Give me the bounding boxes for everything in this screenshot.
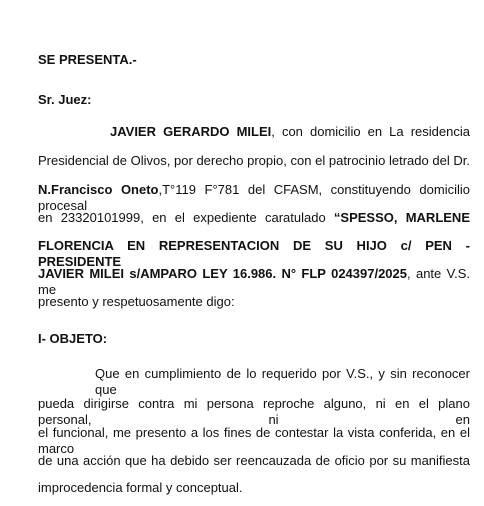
greeting: Sr. Juez: bbox=[38, 92, 92, 107]
intro-line-1 bbox=[110, 124, 470, 140]
intro-line-5 bbox=[38, 238, 470, 269]
intro-line-7: presento y respetuosamente digo: bbox=[38, 294, 235, 309]
petitioner-name: JAVIER GERARDO MILEI bbox=[110, 124, 272, 139]
intro-line-6 bbox=[38, 266, 470, 297]
section-heading-objeto: I- OBJETO: bbox=[38, 331, 108, 346]
intro-line-2: Presidencial de Olivos, por derecho propio, con el patrocinio letrado del Dr. bbox=[38, 153, 470, 168]
objeto-line-2: pueda dirigirse contra mi persona reproche alguno, ni en el plano personal, ni en bbox=[38, 396, 470, 427]
intro-line-1-text: , con domicilio en La residencia bbox=[271, 124, 470, 139]
objeto-line-5: improcedencia formal y conceptual. bbox=[38, 480, 243, 495]
intro-line-3-text: ,T°119 F°781 del CFASM, constituyendo domicilio procesal bbox=[38, 182, 470, 213]
case-title-start: “SPESSO, MARLENE bbox=[333, 210, 470, 225]
intro-line-6-text: , ante V.S. me bbox=[38, 266, 470, 297]
objeto-line-4: de una acción que ha debido ser reencauzada de oficio por su manifiesta bbox=[38, 453, 470, 468]
objeto-line-3: el funcional, me presento a los fines de contestar la vista conferida, en el marco bbox=[38, 425, 470, 456]
objeto-line-1: Que en cumplimiento de lo requerido por V.S., y sin reconocer que bbox=[95, 366, 470, 397]
intro-line-4-text: en 23320101999, en el expediente caratulado bbox=[38, 210, 334, 225]
attorney-name: N.Francisco Oneto bbox=[38, 182, 159, 197]
case-title-end: JAVIER MILEI s/AMPARO LEY 16.986. N° FLP 024397/2025 bbox=[38, 266, 407, 281]
case-title-middle: FLORENCIA EN REPRESENTACION DE SU HIJO c/ PEN - PRESIDENTE bbox=[38, 238, 470, 269]
intro-line-4 bbox=[38, 210, 470, 226]
intro-line-3 bbox=[38, 182, 470, 213]
document-title: SE PRESENTA.- bbox=[38, 52, 137, 67]
